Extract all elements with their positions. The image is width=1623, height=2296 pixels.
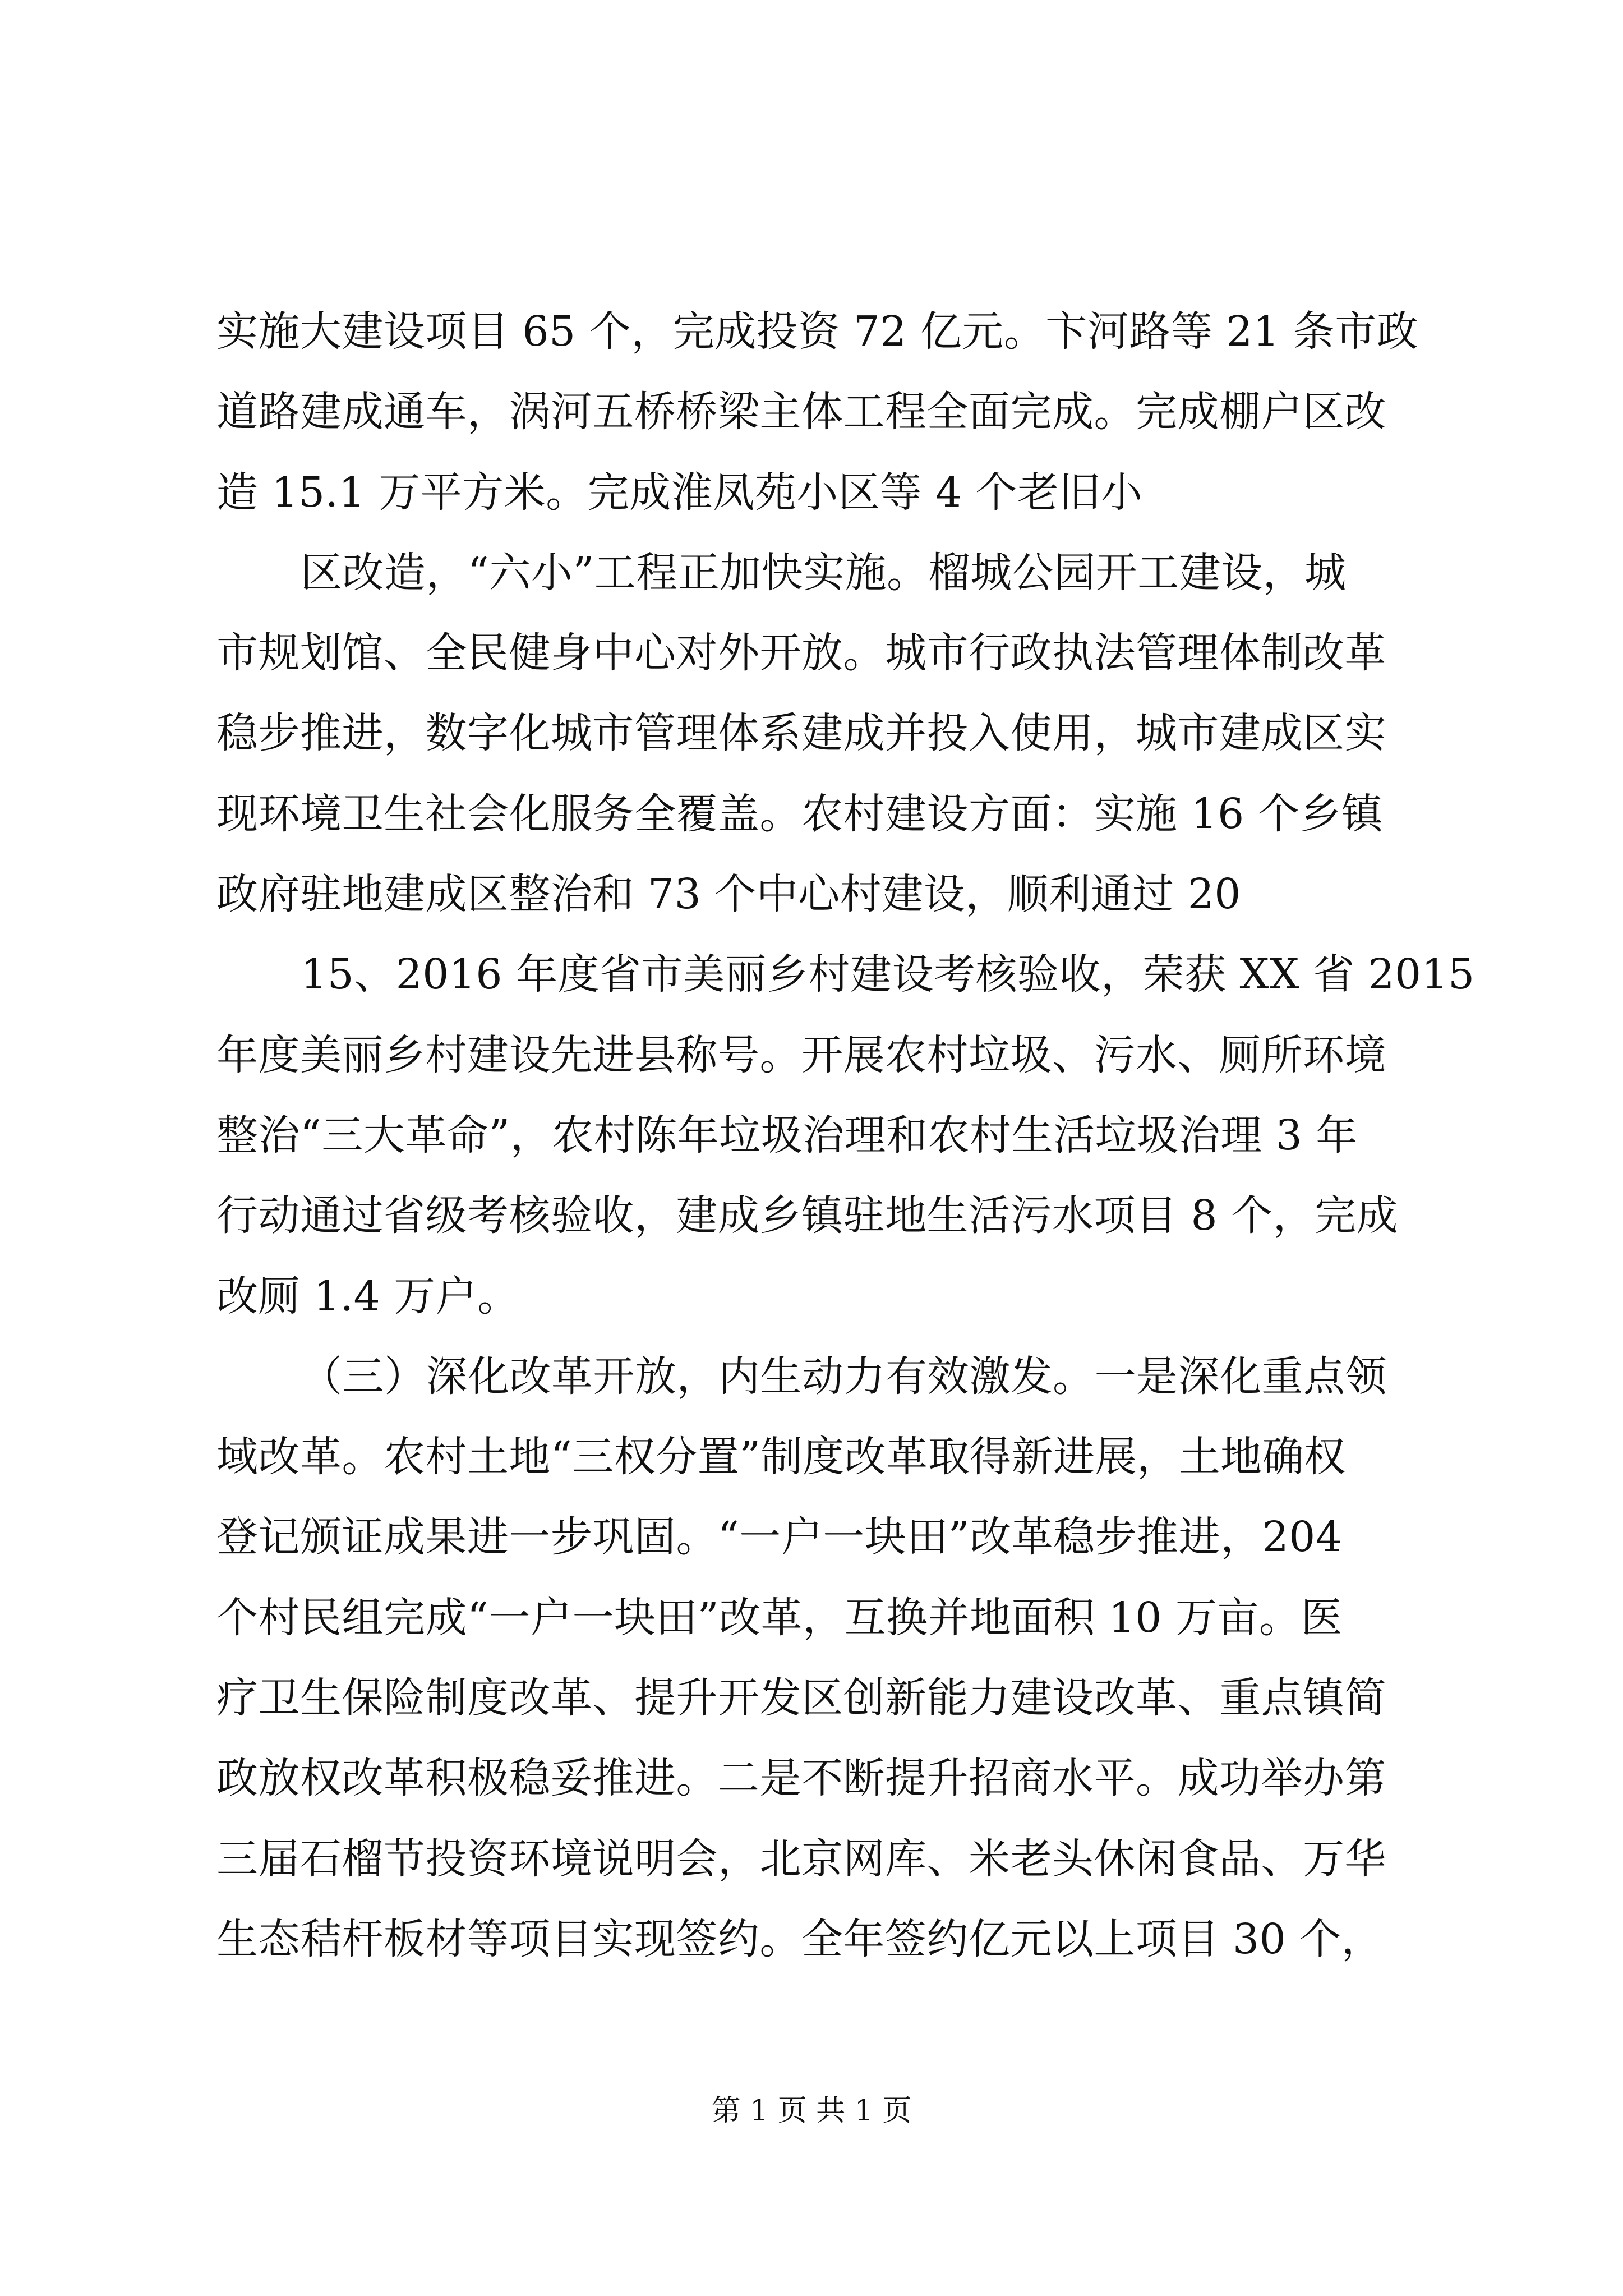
page-number: 第 1 页 共 1 页	[711, 2094, 912, 2128]
section-heading-line: （三）深化改革开放，内生动力有效激发。一是深化重点领	[301, 1352, 1387, 1401]
text-line: 行动通过省级考核验收，建成乡镇驻地生活污水项目 8 个，完成	[216, 1191, 1399, 1240]
paragraph-start-line: 15、2016 年度省市美丽乡村建设考核验收，荣获 XX 省 2015	[301, 950, 1475, 999]
text-line: 整治“三大革命”，农村陈年垃圾治理和农村生活垃圾治理 3 年	[216, 1111, 1358, 1159]
text-line: 造 15.1 万平方米。完成淮凤苑小区等 4 个老旧小	[216, 468, 1143, 517]
text-line: 市规划馆、全民健身中心对外开放。城市行政执法管理体制改革	[216, 629, 1386, 678]
text-line: 域改革。农村土地“三权分置”制度改革取得新进展，土地确权	[216, 1433, 1346, 1481]
paragraph-start-line: 区改造，“六小”工程正加快实施。榴城公园开工建设，城	[301, 548, 1347, 597]
text-line: 生态秸杆板材等项目实现签约。全年签约亿元以上项目 30 个，	[216, 1915, 1384, 1963]
body-text	[216, 292, 1475, 1980]
text-line: 稳步推进，数字化城市管理体系建成并投入使用，城市建成区实	[216, 709, 1386, 758]
text-line: 疗卫生保险制度改革、提升开发区创新能力建设改革、重点镇简	[216, 1674, 1386, 1723]
text-line: 登记颁证成果进一步巩固。“一户一块田”改革稳步推进，204	[216, 1513, 1343, 1562]
text-line: 现环境卫生社会化服务全覆盖。农村建设方面：实施 16 个乡镇	[216, 789, 1384, 838]
text-line: 道路建成通车，涡河五桥桥梁主体工程全面完成。完成棚户区改	[216, 388, 1386, 436]
text-line: 年度美丽乡村建设先进县称号。开展农村垃圾、污水、厕所环境	[216, 1030, 1386, 1079]
page-footer	[0, 2091, 1623, 2131]
text-line: 政放权改革积极稳妥推进。二是不断提升招商水平。成功举办第	[216, 1754, 1386, 1803]
text-line: 实施大建设项目 65 个，完成投资 72 亿元。卞河路等 21 条市政	[216, 307, 1419, 356]
text-line: 个村民组完成“一户一块田”改革，互换并地面积 10 万亩。医	[216, 1593, 1343, 1642]
text-line: 三届石榴节投资环境说明会，北京网库、米老头休闲食品、万华	[216, 1834, 1386, 1883]
text-line: 改厕 1.4 万户。	[216, 1272, 519, 1320]
text-line: 政府驻地建成区整治和 73 个中心村建设，顺利通过 20	[216, 870, 1241, 919]
